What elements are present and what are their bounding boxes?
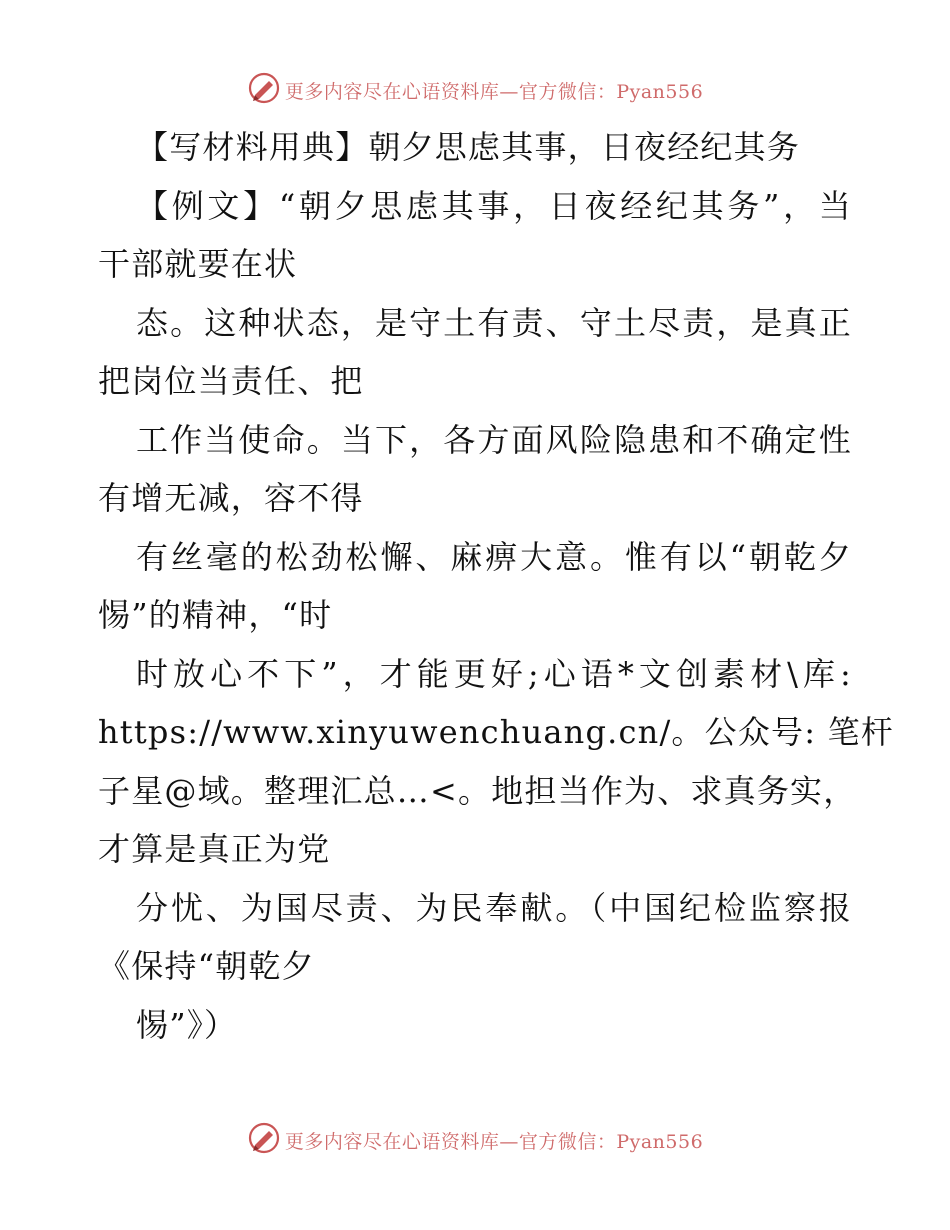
document-body (98, 118, 894, 1054)
text-line: 【写材料用典】朝夕思虑其事，日夜经纪其务 (136, 128, 801, 166)
text-line: 惕”的精神，“时 (98, 596, 333, 634)
text-line: 干部就要在状 (98, 245, 298, 283)
pen-logo-icon (247, 1121, 281, 1155)
text-line: https://www.xinyuwenchuang.cn/。公众号: 笔杆 (98, 713, 894, 751)
text-line: 才算是真正为党 (98, 830, 331, 868)
text-line: 工作当使命。当下，各方面风险隐患和不确定性 (136, 420, 852, 459)
footer-watermark (0, 1120, 950, 1160)
text-line: 时放心不下”，才能更好;心语*文创素材\库: (136, 654, 852, 693)
text-line: 态。这种状态，是守土有责、守土尽责，是真正 (136, 303, 852, 342)
text-line: 分忧、为国尽责、为民奉献。（中国纪检监察报 (136, 888, 852, 927)
text-line: 惕”》） (136, 1005, 238, 1044)
pen-logo-icon (247, 71, 281, 105)
text-line: 有增无减，容不得 (98, 479, 364, 517)
text-line: 【例文】“朝夕思虑其事，日夜经纪其务”，当 (136, 186, 852, 225)
text-line: 把岗位当责任、把 (98, 362, 364, 400)
watermark-text: 更多内容尽在心语资料库—官方微信：Pyan556 (284, 1130, 704, 1153)
text-line: 子星@域。整理汇总…<。地担当作为、求真务实， (98, 771, 857, 810)
text-line: 《保持“朝乾夕 (98, 947, 315, 985)
text-line: 有丝毫的松劲松懈、麻痹大意。惟有以“朝乾夕 (136, 537, 852, 576)
header-watermark (0, 70, 950, 110)
watermark-text: 更多内容尽在心语资料库—官方微信：Pyan556 (284, 80, 704, 103)
